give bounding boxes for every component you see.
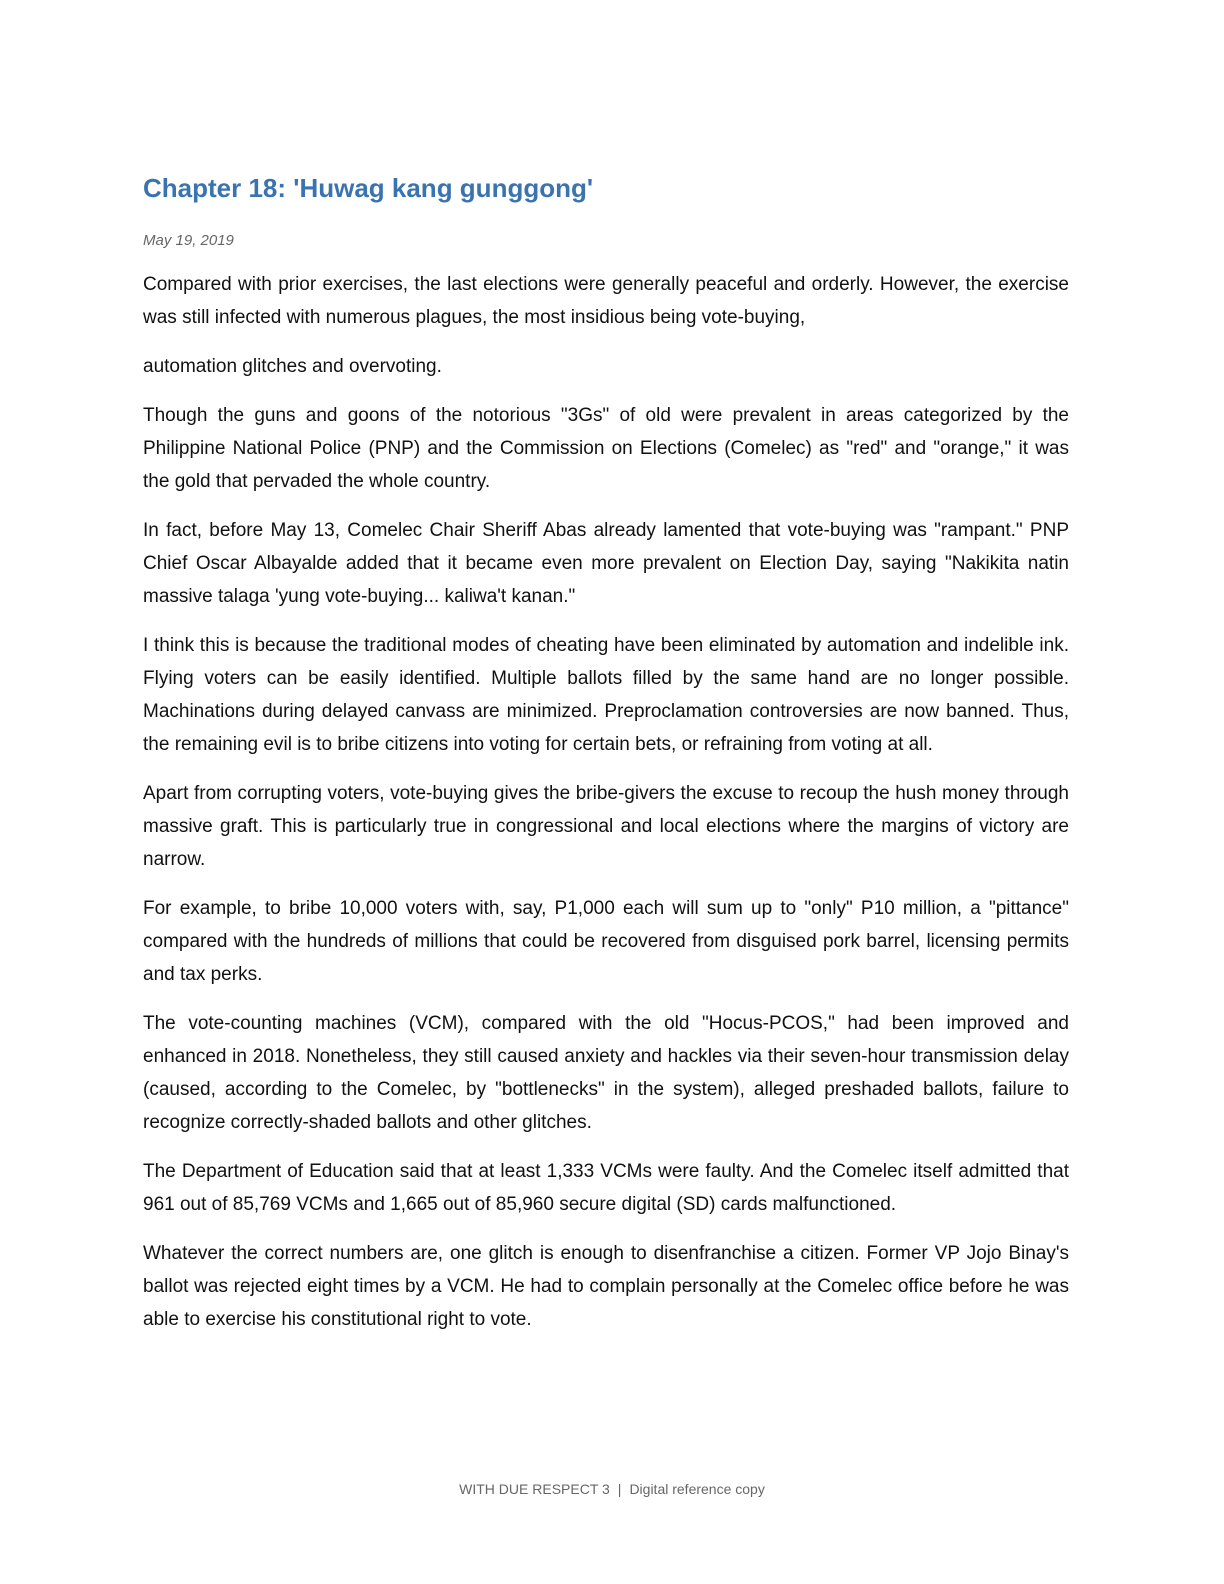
- paragraph-7: For example, to bribe 10,000 voters with, say, P1,000 each will sum up to "only" P10 million, a "pittance" compared with the hundreds of millions that could be recovered from disguised pork barrel, licensing permits and tax perks.: [143, 898, 1069, 985]
- footer-note: Digital reference copy: [629, 1481, 765, 1497]
- paragraph-9: The Department of Education said that at least 1,333 VCMs were faulty. And the Comelec itself admitted that 961 out of 85,769 VCMs and 1,665 out of 85,960 secure digital (SD) cards malfunctioned.: [143, 1161, 1069, 1215]
- chapter-date: May 19, 2019: [143, 232, 234, 249]
- paragraph-5: I think this is because the traditional modes of cheating have been eliminated by automation and indelible ink. Flying voters can be easily identified. Multiple ballots filled by the same hand are no longer possible. Machinations during delayed canvass are minimized. Preproclamation controversies are now banned. Thus, the remaining evil is to bribe citizens into voting for certain bets, or refraining from voting at all.: [143, 635, 1069, 755]
- paragraph-4: In fact, before May 13, Comelec Chair Sheriff Abas already lamented that vote-buying was "rampant." PNP Chief Oscar Albayalde added that it became even more prevalent on Election Day, saying "Nakikita natin massive talaga 'yung vote-buying... kaliwa't kanan.": [143, 520, 1069, 607]
- paragraph-6: Apart from corrupting voters, vote-buying gives the bribe-givers the excuse to recoup the hush money through massive graft. This is particularly true in congressional and local elections where the margins of victory are narrow.: [143, 783, 1069, 870]
- page-footer: [0, 1479, 1224, 1499]
- paragraph-3: Though the guns and goons of the notorious "3Gs" of old were prevalent in areas categorized by the Philippine National Police (PNP) and the Commission on Elections (Comelec) as "red" and "orange," it was the gold that pervaded the whole country.: [143, 405, 1069, 492]
- paragraph-1: Compared with prior exercises, the last elections were generally peaceful and orderly. However, the exercise was still infected with numerous plagues, the most insidious being vote-buying,: [143, 274, 1069, 328]
- paragraph-2: automation glitches and overvoting.: [143, 356, 442, 377]
- paragraph-10: Whatever the correct numbers are, one glitch is enough to disenfranchise a citizen. Former VP Jojo Binay's ballot was rejected eight times by a VCM. He had to complain personally at the Comelec office before he was able to exercise his constitutional right to vote.: [143, 1243, 1069, 1330]
- document-page: [143, 168, 1069, 1352]
- footer-book-title: WITH DUE RESPECT 3: [459, 1481, 610, 1497]
- paragraph-8: The vote-counting machines (VCM), compared with the old "Hocus-PCOS," had been improved and enhanced in 2018. Nonetheless, they still caused anxiety and hackles via their seven-hour transmission delay (caused, according to the Comelec, by "bottlenecks" in the system), alleged preshaded ballots, failure to recognize correctly-shaded ballots and other glitches.: [143, 1013, 1069, 1133]
- chapter-title: Chapter 18: 'Huwag kang gunggong': [143, 173, 594, 203]
- footer-separator: |: [617, 1481, 622, 1497]
